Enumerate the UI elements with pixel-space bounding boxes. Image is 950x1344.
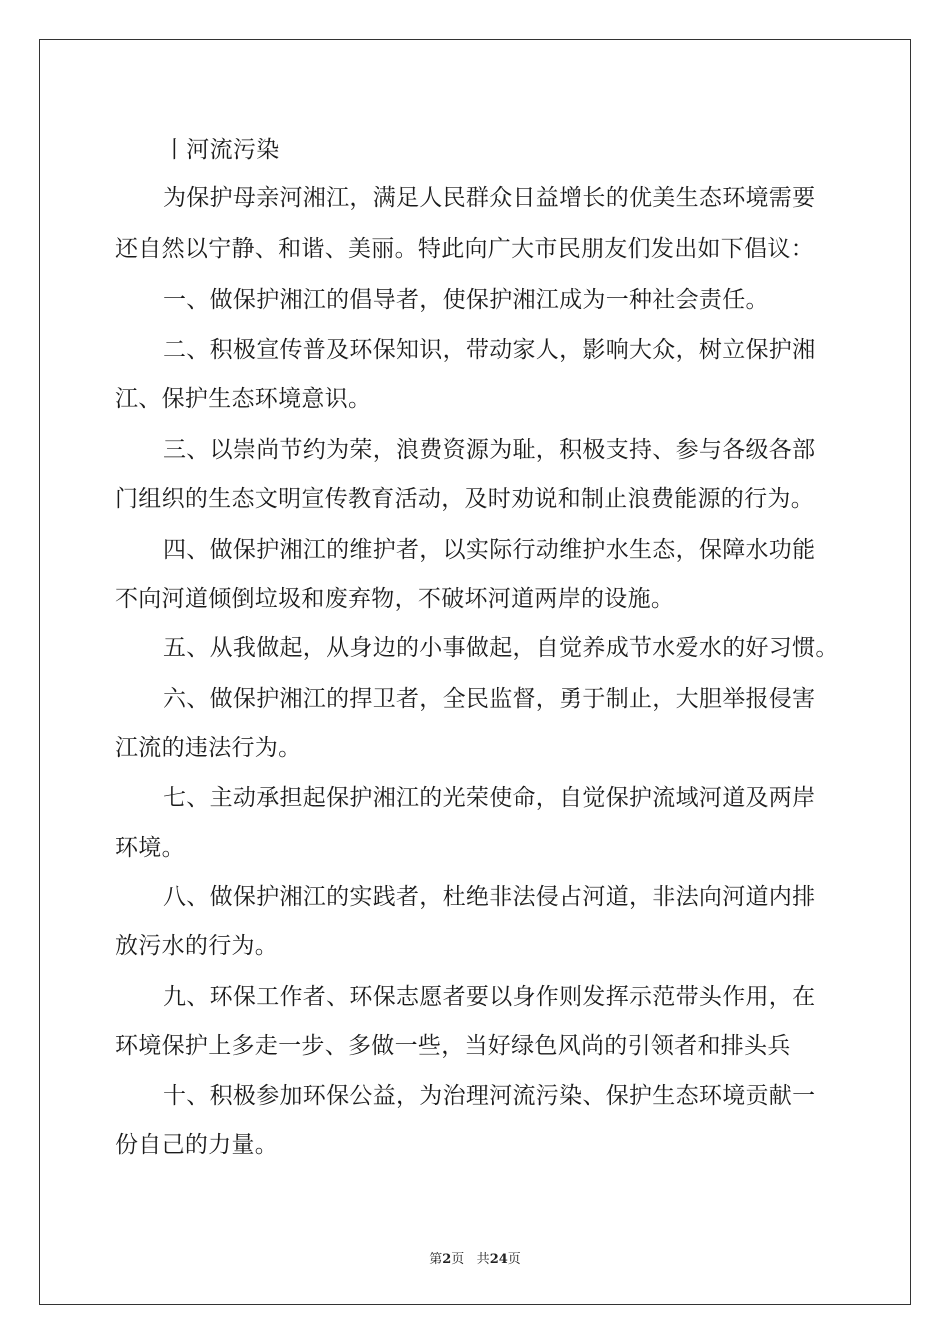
total-prefix: 共 (476, 1252, 490, 1267)
paragraph-line: 为保护母亲河湘江，满足人民群众日益增长的优美生态环境需要 (163, 185, 816, 211)
paragraph-line: 不向河道倾倒垃圾和废弃物，不破坏河道两岸的设施。 (115, 586, 675, 612)
section-heading: 丨河流污染 (163, 137, 280, 163)
page-prefix: 第 (429, 1252, 443, 1267)
paragraph-line: 九、环保工作者、环保志愿者要以身作则发挥示范带头作用，在 (163, 984, 816, 1010)
paragraph-line: 三、以崇尚节约为荣，浪费资源为耻，积极支持、参与各级各部 (163, 437, 816, 463)
paragraph-line: 一、做保护湘江的倡导者，使保护湘江成为一种社会责任。 (163, 287, 769, 313)
paragraph-line: 六、做保护湘江的捍卫者，全民监督，勇于制止，大胆举报侵害 (163, 686, 816, 712)
paragraph-line: 门组织的生态文明宣传教育活动，及时劝说和制止浪费能源的行为。 (115, 486, 814, 512)
paragraph-line: 份自己的力量。 (115, 1132, 279, 1158)
paragraph-line: 八、做保护湘江的实践者，杜绝非法侵占河道，非法向河道内排 (163, 884, 816, 910)
page-border (39, 39, 911, 1305)
page-footer (0, 1248, 950, 1267)
paragraph-line: 二、积极宣传普及环保知识，带动家人，影响大众，树立保护湘 (163, 337, 816, 363)
paragraph-line: 十、积极参加环保公益，为治理河流污染、保护生态环境贡献一 (163, 1083, 816, 1109)
paragraph-line: 江流的违法行为。 (115, 735, 302, 761)
paragraph-line: 七、主动承担起保护湘江的光荣使命，自觉保护流域河道及两岸 (163, 785, 816, 811)
paragraph-line: 环境保护上多走一步、多做一些，当好绿色风尚的引领者和排头兵 (115, 1033, 791, 1059)
total-pages-number: 24 (489, 1252, 508, 1267)
current-page-number: 2 (442, 1252, 452, 1267)
paragraph-line: 四、做保护湘江的维护者，以实际行动维护水生态，保障水功能 (163, 537, 816, 563)
paragraph-line: 五、从我做起，从身边的小事做起，自觉养成节水爱水的好习惯。 (163, 635, 839, 661)
paragraph-line: 还自然以宁静、和谐、美丽。特此向广大市民朋友们发出如下倡议： (115, 236, 814, 262)
paragraph-line: 环境。 (115, 835, 185, 861)
paragraph-line: 放污水的行为。 (115, 933, 279, 959)
total-suffix: 页 (507, 1252, 521, 1267)
paragraph-line: 江、保护生态环境意识。 (115, 386, 372, 412)
page-suffix: 页 (451, 1252, 465, 1267)
